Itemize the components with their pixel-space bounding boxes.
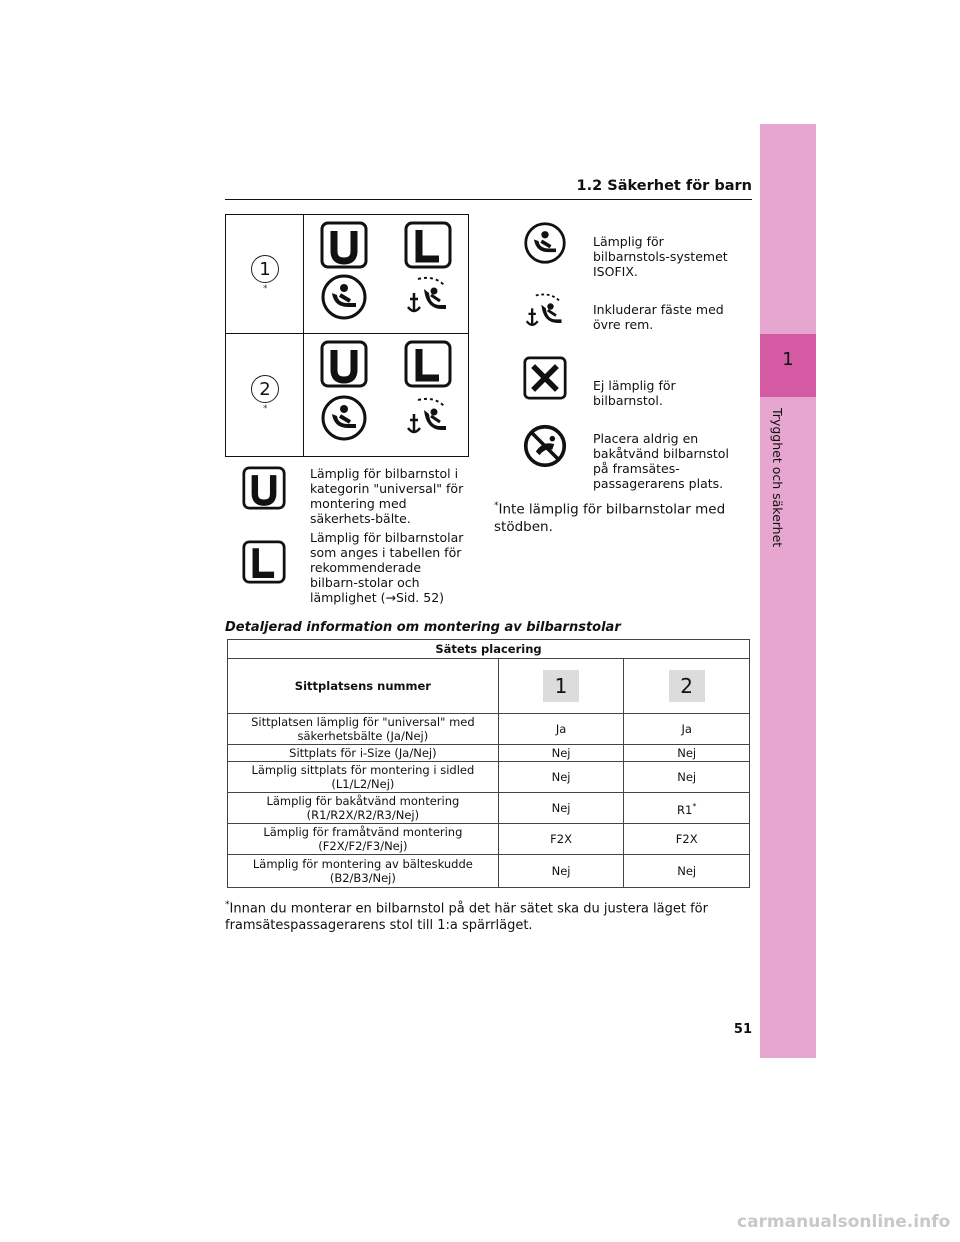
row-label: Lämplig sittplats för montering i sidled (L1/L2/Nej): [228, 762, 499, 793]
table-row: [228, 855, 750, 888]
row-value: Nej: [624, 745, 750, 762]
legend-no-rear-facing-text: Placera aldrig en bakåtvänd bilbarnstol på framsätes-passagerarens plats.: [593, 431, 729, 491]
no-rear-facing-icon: [523, 424, 567, 468]
row-value: Nej: [624, 855, 750, 888]
table-row: [228, 824, 750, 855]
header-divider: [225, 199, 752, 200]
row-value: Nej: [498, 762, 624, 793]
table-row: [228, 793, 750, 824]
detail-heading: Detaljerad information om montering av bilbarnstolar: [225, 620, 621, 635]
row-label: Lämplig för bakåtvänd montering (R1/R2X/R2/R3/Nej): [228, 793, 499, 824]
row-label: Sittplatsen lämplig för "universal" med säkerhetsbälte (Ja/Nej): [228, 714, 499, 745]
row-value: R1*: [624, 793, 750, 824]
row-value: Ja: [498, 714, 624, 745]
table-row: [228, 745, 750, 762]
section-title: 1.2 Säkerhet för barn: [576, 178, 752, 194]
table-row: [228, 714, 750, 745]
legend-universal-text: Lämplig för bilbarnstol i kategorin "universal" för montering med säkerhets-bälte.: [310, 466, 464, 526]
watermark: carmanualsonline.info: [737, 1212, 951, 1232]
star-note: *Inte lämplig för bilbarnstolar med stödben.: [494, 501, 726, 535]
l-category-icon: [404, 340, 452, 388]
chapter-side-tab: [760, 124, 816, 1058]
row-value: Nej: [498, 855, 624, 888]
row-value: Nej: [498, 745, 624, 762]
isofix-icon: [320, 394, 368, 442]
isofix-icon: [523, 221, 567, 265]
universal-u-icon: [320, 340, 368, 388]
row-value: Nej: [498, 793, 624, 824]
l-category-icon: [242, 540, 286, 584]
table-row: [228, 762, 750, 793]
legend-not-suitable-text: Ej lämplig för bilbarnstol.: [593, 378, 676, 408]
legend-l-text: Lämplig för bilbarnstolar som anges i tabellen för rekommenderade bilbarn-stolar och lämplighet (→Sid. 52): [310, 530, 464, 605]
seat-number-2: 2: [251, 375, 279, 403]
top-tether-icon: [404, 273, 452, 321]
not-suitable-icon: [523, 356, 567, 400]
universal-u-icon: [242, 466, 286, 510]
l-category-icon: [404, 221, 452, 269]
row-label: Lämplig för montering av bälteskudde (B2/B3/Nej): [228, 855, 499, 888]
row-label: Sittplats för i-Size (Ja/Nej): [228, 745, 499, 762]
isofix-icon: [320, 273, 368, 321]
universal-u-icon: [320, 221, 368, 269]
chapter-number: 1: [782, 349, 794, 370]
legend-isofix-text: Lämplig för bilbarnstols-systemet ISOFIX.: [593, 234, 728, 279]
table-seat-2: 2: [624, 659, 750, 714]
row-value: Ja: [624, 714, 750, 745]
seat-2-mark: *: [263, 404, 268, 414]
top-tether-icon: [404, 394, 452, 442]
seat-number-1: 1: [251, 255, 279, 283]
legend-tether-text: Inkluderar fäste med övre rem.: [593, 302, 724, 332]
row-value: F2X: [498, 824, 624, 855]
footnote: *Innan du monterar en bilbarnstol på det här sätet ska du justera läget för framsätespassagerarens stol till 1:a spärrläget.: [225, 900, 708, 934]
table-header: Sätets placering: [228, 640, 750, 659]
chapter-label: Trygghet och säkerhet: [770, 408, 785, 548]
row-label: Lämplig för framåtvänd montering (F2X/F2/F3/Nej): [228, 824, 499, 855]
page-number: 51: [733, 1022, 752, 1037]
seat-suitability-table: [227, 639, 750, 888]
seat-1-mark: *: [263, 284, 268, 294]
seat-row-label: Sittplatsens nummer: [228, 659, 499, 714]
top-tether-icon: [523, 290, 567, 334]
table-seat-1: 1: [498, 659, 624, 714]
row-value: F2X: [624, 824, 750, 855]
row-value: Nej: [624, 762, 750, 793]
